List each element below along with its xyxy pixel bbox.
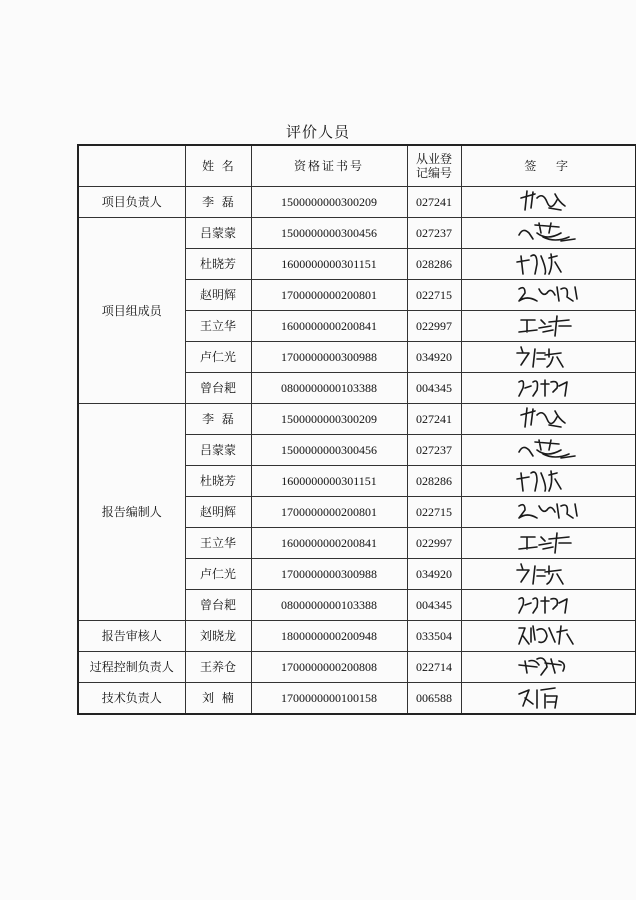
cert-number-cell: 1700000000200801 [251, 497, 407, 528]
cert-number-cell: 1700000000200808 [251, 652, 407, 683]
name-cell: 曾台耙 [185, 590, 251, 621]
handwritten-signature-icon [503, 219, 593, 247]
signature-cell [461, 528, 636, 559]
reg-number-cell: 022997 [407, 528, 461, 559]
reg-number-cell: 027237 [407, 218, 461, 249]
name-cell: 赵明辉 [185, 497, 251, 528]
handwritten-signature-icon [503, 312, 593, 340]
handwritten-signature-icon [503, 653, 593, 681]
handwritten-signature-icon [503, 374, 593, 402]
signature-cell [461, 590, 636, 621]
cert-number-cell: 1500000000300456 [251, 218, 407, 249]
role-cell: 技术负责人 [78, 683, 185, 715]
role-cell: 过程控制负责人 [78, 652, 185, 683]
name-cell: 卢仁光 [185, 559, 251, 590]
handwritten-signature-icon [503, 529, 593, 557]
reg-number-cell: 006588 [407, 683, 461, 715]
reg-number-cell: 004345 [407, 373, 461, 404]
name-cell: 卢仁光 [185, 342, 251, 373]
name-cell: 吕蒙蒙 [185, 218, 251, 249]
name-cell: 刘 楠 [185, 683, 251, 715]
signature-cell [461, 683, 636, 715]
signature-cell [461, 311, 636, 342]
cert-number-cell: 1700000000300988 [251, 559, 407, 590]
reg-number-cell: 022715 [407, 280, 461, 311]
signature-cell [461, 404, 636, 435]
reg-number-cell: 034920 [407, 342, 461, 373]
signature-cell [461, 249, 636, 280]
role-cell: 报告审核人 [78, 621, 185, 652]
name-cell: 王养仓 [185, 652, 251, 683]
signature-cell [461, 621, 636, 652]
handwritten-signature-icon [503, 405, 593, 433]
signature-cell [461, 218, 636, 249]
cert-number-cell: 1500000000300209 [251, 187, 407, 218]
name-cell: 杜晓芳 [185, 466, 251, 497]
header-name: 姓 名 [185, 145, 251, 187]
reg-number-cell: 028286 [407, 249, 461, 280]
table-row [78, 683, 636, 715]
cert-number-cell: 1600000000200841 [251, 528, 407, 559]
header-reg-number [407, 145, 461, 187]
name-cell: 李 磊 [185, 187, 251, 218]
table-row [78, 621, 636, 652]
handwritten-signature-icon [503, 436, 593, 464]
handwritten-signature-icon [503, 343, 593, 371]
cert-number-cell: 1600000000200841 [251, 311, 407, 342]
header-role [78, 145, 185, 187]
signature-cell [461, 559, 636, 590]
reg-number-cell: 027237 [407, 435, 461, 466]
header-signature: 签 字 [461, 145, 636, 187]
table-row [78, 652, 636, 683]
handwritten-signature-icon [503, 622, 593, 650]
handwritten-signature-icon [503, 498, 593, 526]
handwritten-signature-icon [503, 467, 593, 495]
cert-number-cell: 1500000000300456 [251, 435, 407, 466]
name-cell: 王立华 [185, 528, 251, 559]
handwritten-signature-icon [503, 281, 593, 309]
name-cell: 杜晓芳 [185, 249, 251, 280]
signature-cell [461, 652, 636, 683]
handwritten-signature-icon [503, 591, 593, 619]
handwritten-signature-icon [503, 560, 593, 588]
name-cell: 李 磊 [185, 404, 251, 435]
name-cell: 吕蒙蒙 [185, 435, 251, 466]
role-cell: 报告编制人 [78, 404, 185, 621]
handwritten-signature-icon [503, 684, 593, 712]
table-row [78, 218, 636, 249]
reg-number-cell: 027241 [407, 404, 461, 435]
table-header-row [78, 145, 636, 187]
cert-number-cell: 1600000000301151 [251, 466, 407, 497]
reg-number-cell: 022714 [407, 652, 461, 683]
signature-cell [461, 187, 636, 218]
reg-number-cell: 028286 [407, 466, 461, 497]
evaluators-table-body [78, 145, 636, 714]
cert-number-cell: 1800000000200948 [251, 621, 407, 652]
cert-number-cell: 1600000000301151 [251, 249, 407, 280]
reg-number-cell: 022715 [407, 497, 461, 528]
cert-number-cell: 1700000000100158 [251, 683, 407, 715]
reg-number-cell: 033504 [407, 621, 461, 652]
name-cell: 刘晓龙 [185, 621, 251, 652]
table-row [78, 404, 636, 435]
signature-cell [461, 342, 636, 373]
reg-number-cell: 004345 [407, 590, 461, 621]
evaluators-table [77, 144, 636, 715]
signature-cell [461, 373, 636, 404]
header-reg-line1: 从业登 [415, 152, 452, 166]
cert-number-cell: 1700000000300988 [251, 342, 407, 373]
table-row [78, 187, 636, 218]
header-reg-line2: 记编号 [415, 166, 452, 180]
page-title: 评价人员 [285, 123, 350, 141]
name-cell: 赵明辉 [185, 280, 251, 311]
reg-number-cell: 027241 [407, 187, 461, 218]
signature-cell [461, 497, 636, 528]
role-cell: 项目组成员 [78, 218, 185, 404]
reg-number-cell: 034920 [407, 559, 461, 590]
cert-number-cell: 0800000000103388 [251, 373, 407, 404]
name-cell: 曾台耙 [185, 373, 251, 404]
cert-number-cell: 0800000000103388 [251, 590, 407, 621]
signature-cell [461, 435, 636, 466]
header-cert: 资格证书号 [251, 145, 407, 187]
reg-number-cell: 022997 [407, 311, 461, 342]
signature-cell [461, 466, 636, 497]
cert-number-cell: 1700000000200801 [251, 280, 407, 311]
signature-cell [461, 280, 636, 311]
cert-number-cell: 1500000000300209 [251, 404, 407, 435]
handwritten-signature-icon [503, 250, 593, 278]
handwritten-signature-icon [503, 188, 593, 216]
role-cell: 项目负责人 [78, 187, 185, 218]
name-cell: 王立华 [185, 311, 251, 342]
